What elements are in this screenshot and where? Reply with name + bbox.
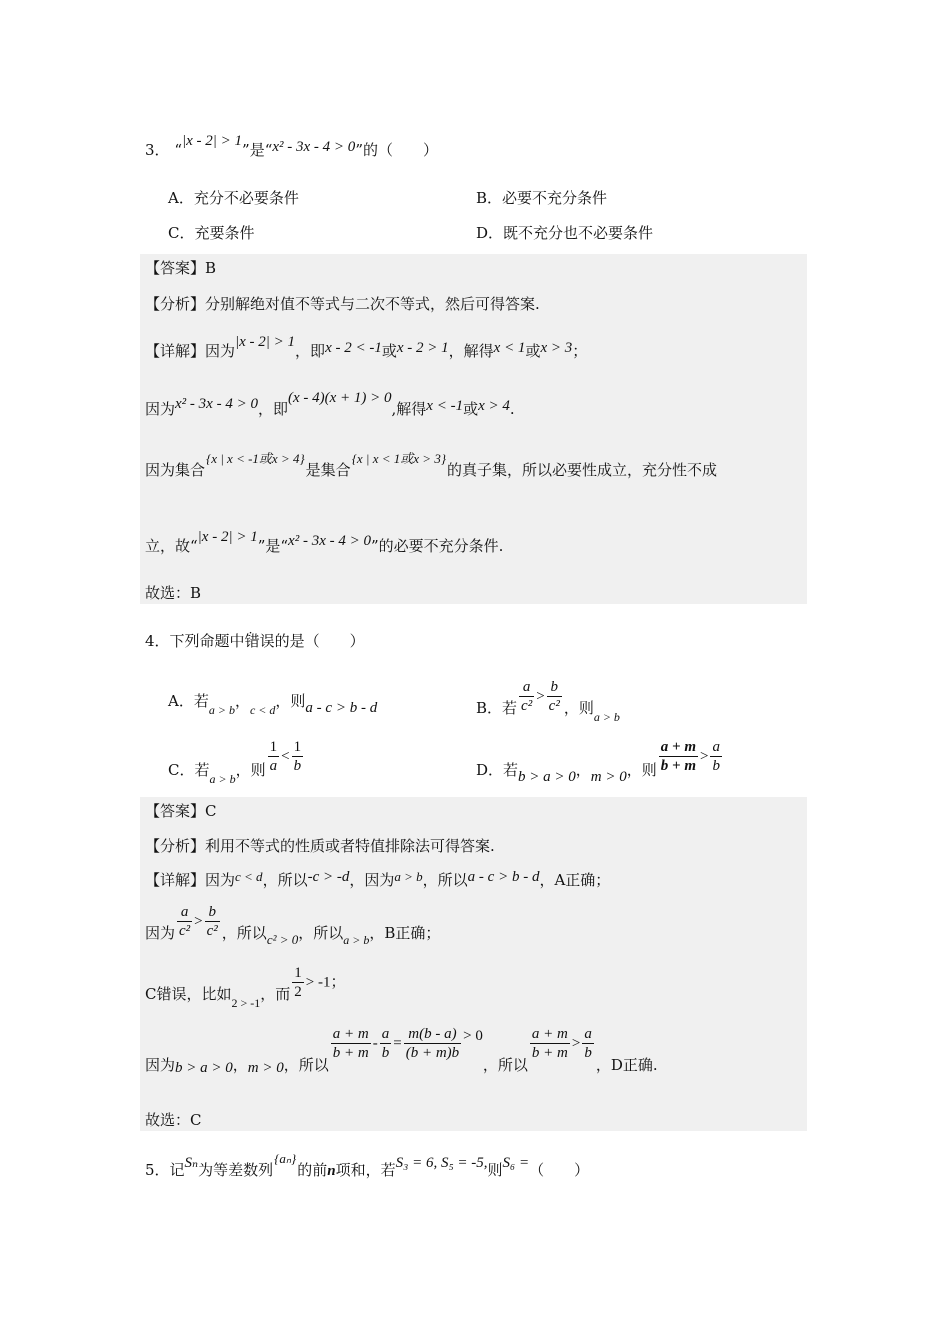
q4-answer: 【答案】C bbox=[145, 802, 217, 820]
q3-set-b: {x | x < 1或x > 3} bbox=[351, 451, 447, 466]
q3-stem: 3． “|x - 2| > 1”是“x² - 3x - 4 > 0”的（ ） bbox=[145, 133, 438, 159]
q4-final: 故选：C bbox=[145, 1111, 202, 1129]
q3-set-a: {x | x < -1或x > 4} bbox=[206, 451, 305, 466]
q4-detail-line4: 因为b > a > 0，m > 0，所以 $\frac{a + m}{b + m}$ - $\frac{a}{b}$ = $\frac{m(b - a)}{(b + m)b}$ > 0，所以 $\frac{a + m}{b + m}$ > $\frac{a}{b}$ ，D正确. bbox=[145, 1026, 658, 1076]
q5-stem: 5．记Sₙ为等差数列{aₙ}的前n项和，若S₃ = 6, S₅ = -5,则S₆ =（ ） bbox=[145, 1151, 590, 1179]
q4-stem: 4．下列命题中错误的是（ ） bbox=[145, 632, 365, 650]
q4-option-d: D．若b > a > 0，m > 0，则 $\frac{a + m}{b + m}$ > $\frac{a}{b}$ bbox=[476, 739, 720, 785]
q3-detail-line1: 【详解】因为|x - 2| > 1，即x - 2 < -1或x - 2 > 1，解得x < 1或x > 3； bbox=[145, 334, 588, 360]
q3-option-d: D．既不充分也不必要条件 bbox=[476, 224, 654, 242]
q4-option-c: C．若$_{a > b}$，则 $\frac{1}{a}$ < $\frac{1}{b}$ bbox=[168, 739, 302, 786]
q4-number: 4． bbox=[145, 632, 170, 650]
q3-detail-line3: 因为集合{x | x < -1或x > 4}是集合{x | x < 1或x > 3}的真子集，所以必要性成立，充分性不成 bbox=[145, 451, 718, 479]
q3-option-c: C．充要条件 bbox=[168, 224, 255, 242]
q3-number: 3． bbox=[145, 141, 170, 159]
q3-detail-line2: 因为x² - 3x - 4 > 0，即(x - 4)(x + 1) > 0,解得x < -1或x > 4. bbox=[145, 390, 515, 418]
q3-final: 故选：B bbox=[145, 584, 202, 602]
q3-option-a: A．充分不必要条件 bbox=[168, 189, 299, 207]
q4-option-a: A．若$_{a > b}$，$_{c < d}$，则a - c > b - d bbox=[168, 692, 378, 717]
q4-detail-line2: 因为 $\frac{a}{\text{c²}}$ > $\frac{b}{\text{c²}}$ ，所以c² > 0，所以$_{a > b}$，B正确； bbox=[145, 904, 441, 947]
q4-option-b: B．若 $\frac{a}{\text{c²}}$ > $\frac{b}{\text{c²}}$ ，则$_{a > b}$ bbox=[476, 679, 620, 724]
q3-option-b: B．必要不充分条件 bbox=[476, 189, 608, 207]
q4-emphasis-word: 错误 bbox=[244, 632, 275, 650]
q3-answer: 【答案】B bbox=[145, 259, 217, 277]
q3-detail-line4: 立，故“|x - 2| > 1”是“x² - 3x - 4 > 0”的必要不充分条件. bbox=[145, 529, 504, 555]
q4-detail-line1: 【详解】因为c < d，所以-c > -d，因为a > b，所以a - c > b - d，A正确； bbox=[145, 869, 611, 889]
q3-math-abs: |x - 2| > 1 bbox=[182, 133, 243, 149]
q3-math-quad: x² - 3x - 4 > 0 bbox=[272, 139, 356, 155]
q4-analysis: 【分析】利用不等式的性质或者特值排除法可得答案. bbox=[145, 837, 495, 855]
q3-analysis: 【分析】分别解绝对值不等式与二次不等式，然后可得答案. bbox=[145, 295, 540, 313]
q4-detail-line3: C错误，比如$_{2 > -1}$，而 $\frac{1}{2}$ > -1； bbox=[145, 965, 346, 1010]
